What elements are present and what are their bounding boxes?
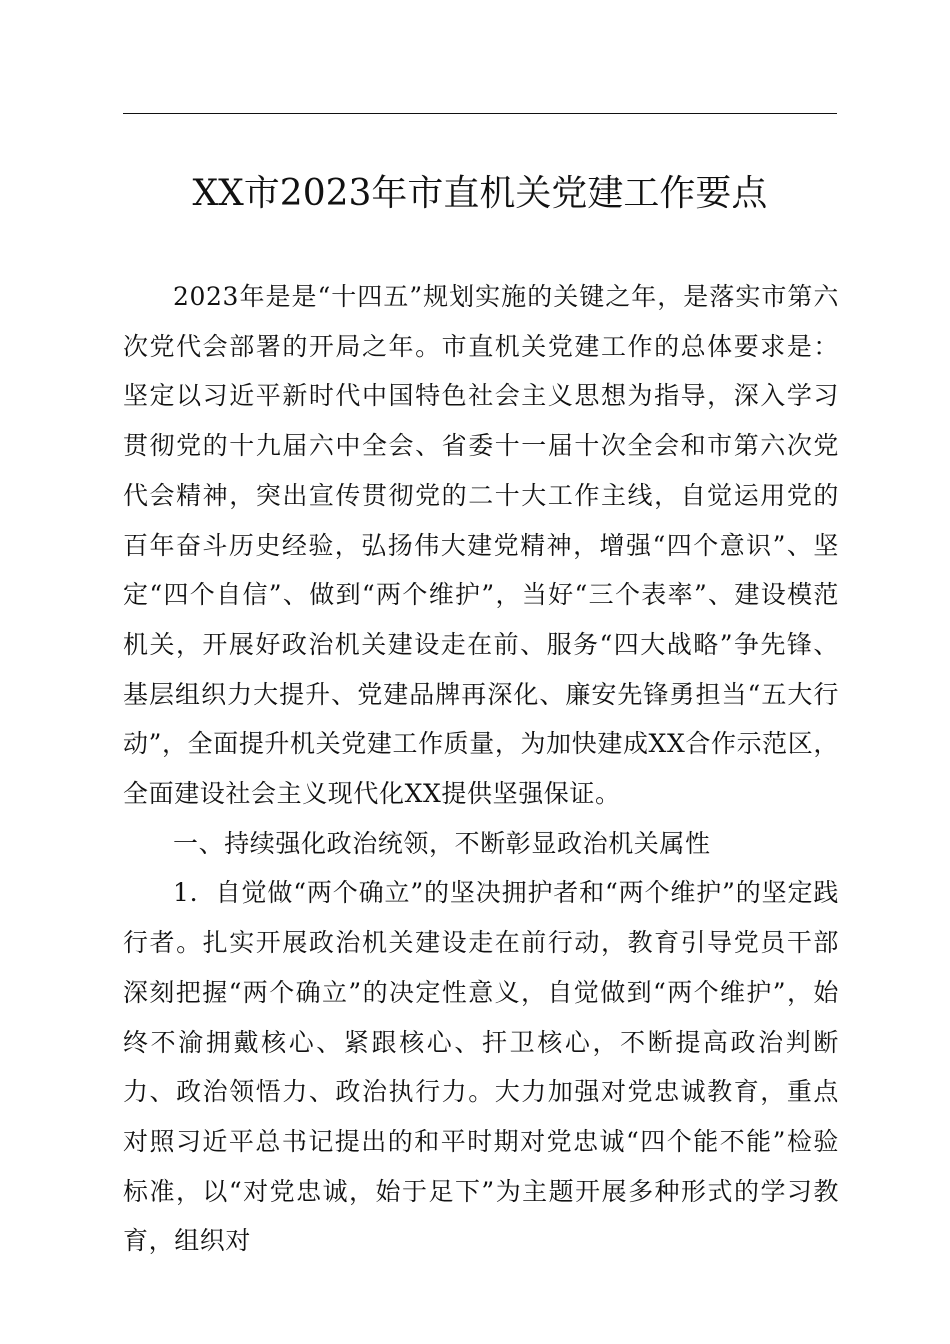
header-rule	[123, 113, 837, 114]
item-paragraph: 1．自觉做“两个确立”的坚决拥护者和“两个维护”的坚定践行者。扎实开展政治机关建设走在前行动，教育引导党员干部深刻把握“两个确立”的决定性意义，自觉做到“两个维护”，始终不渝拥戴核心、紧跟核心、扞卫核心，不断提高政治判断力、政治领悟力、政治执行力。大力加强对党忠诚教育，重点对照习近平总书记提出的和平时期对党忠诚“四个能不能”检验标准，以“对党忠诚，始于足下”为主题开展多种形式的学习教育，组织对	[123, 878, 839, 1256]
document-body	[123, 272, 839, 1266]
document-title: XX市2023年市直机关党建工作要点	[192, 173, 768, 214]
intro-paragraph: 2023年是是“十四五”规划实施的关键之年，是落实市第六次党代会部署的开局之年。市直机关党建工作的总体要求是：坚定以习近平新时代中国特色社会主义思想为指导，深入学习贯彻党的十九届六中全会、省委十一届十次全会和市第六次党代会精神，突出宣传贯彻党的二十大工作主线，自觉运用党的百年奋斗历史经验，弘扬伟大建党精神，增强“四个意识”、坚定“四个自信”、做到“两个维护”，当好“三个表率”、建设模范机关，开展好政治机关建设走在前、服务“四大战略”争先锋、基层组织力大提升、党建品牌再深化、廉安先锋勇担当“五大行动”，全面提升机关党建工作质量，为加快建成XX合作示范区，全面建设社会主义现代化XX提供坚强保证。	[123, 282, 839, 809]
section-heading: 一、持续强化政治统领，不断彰显政治机关属性	[173, 828, 711, 858]
